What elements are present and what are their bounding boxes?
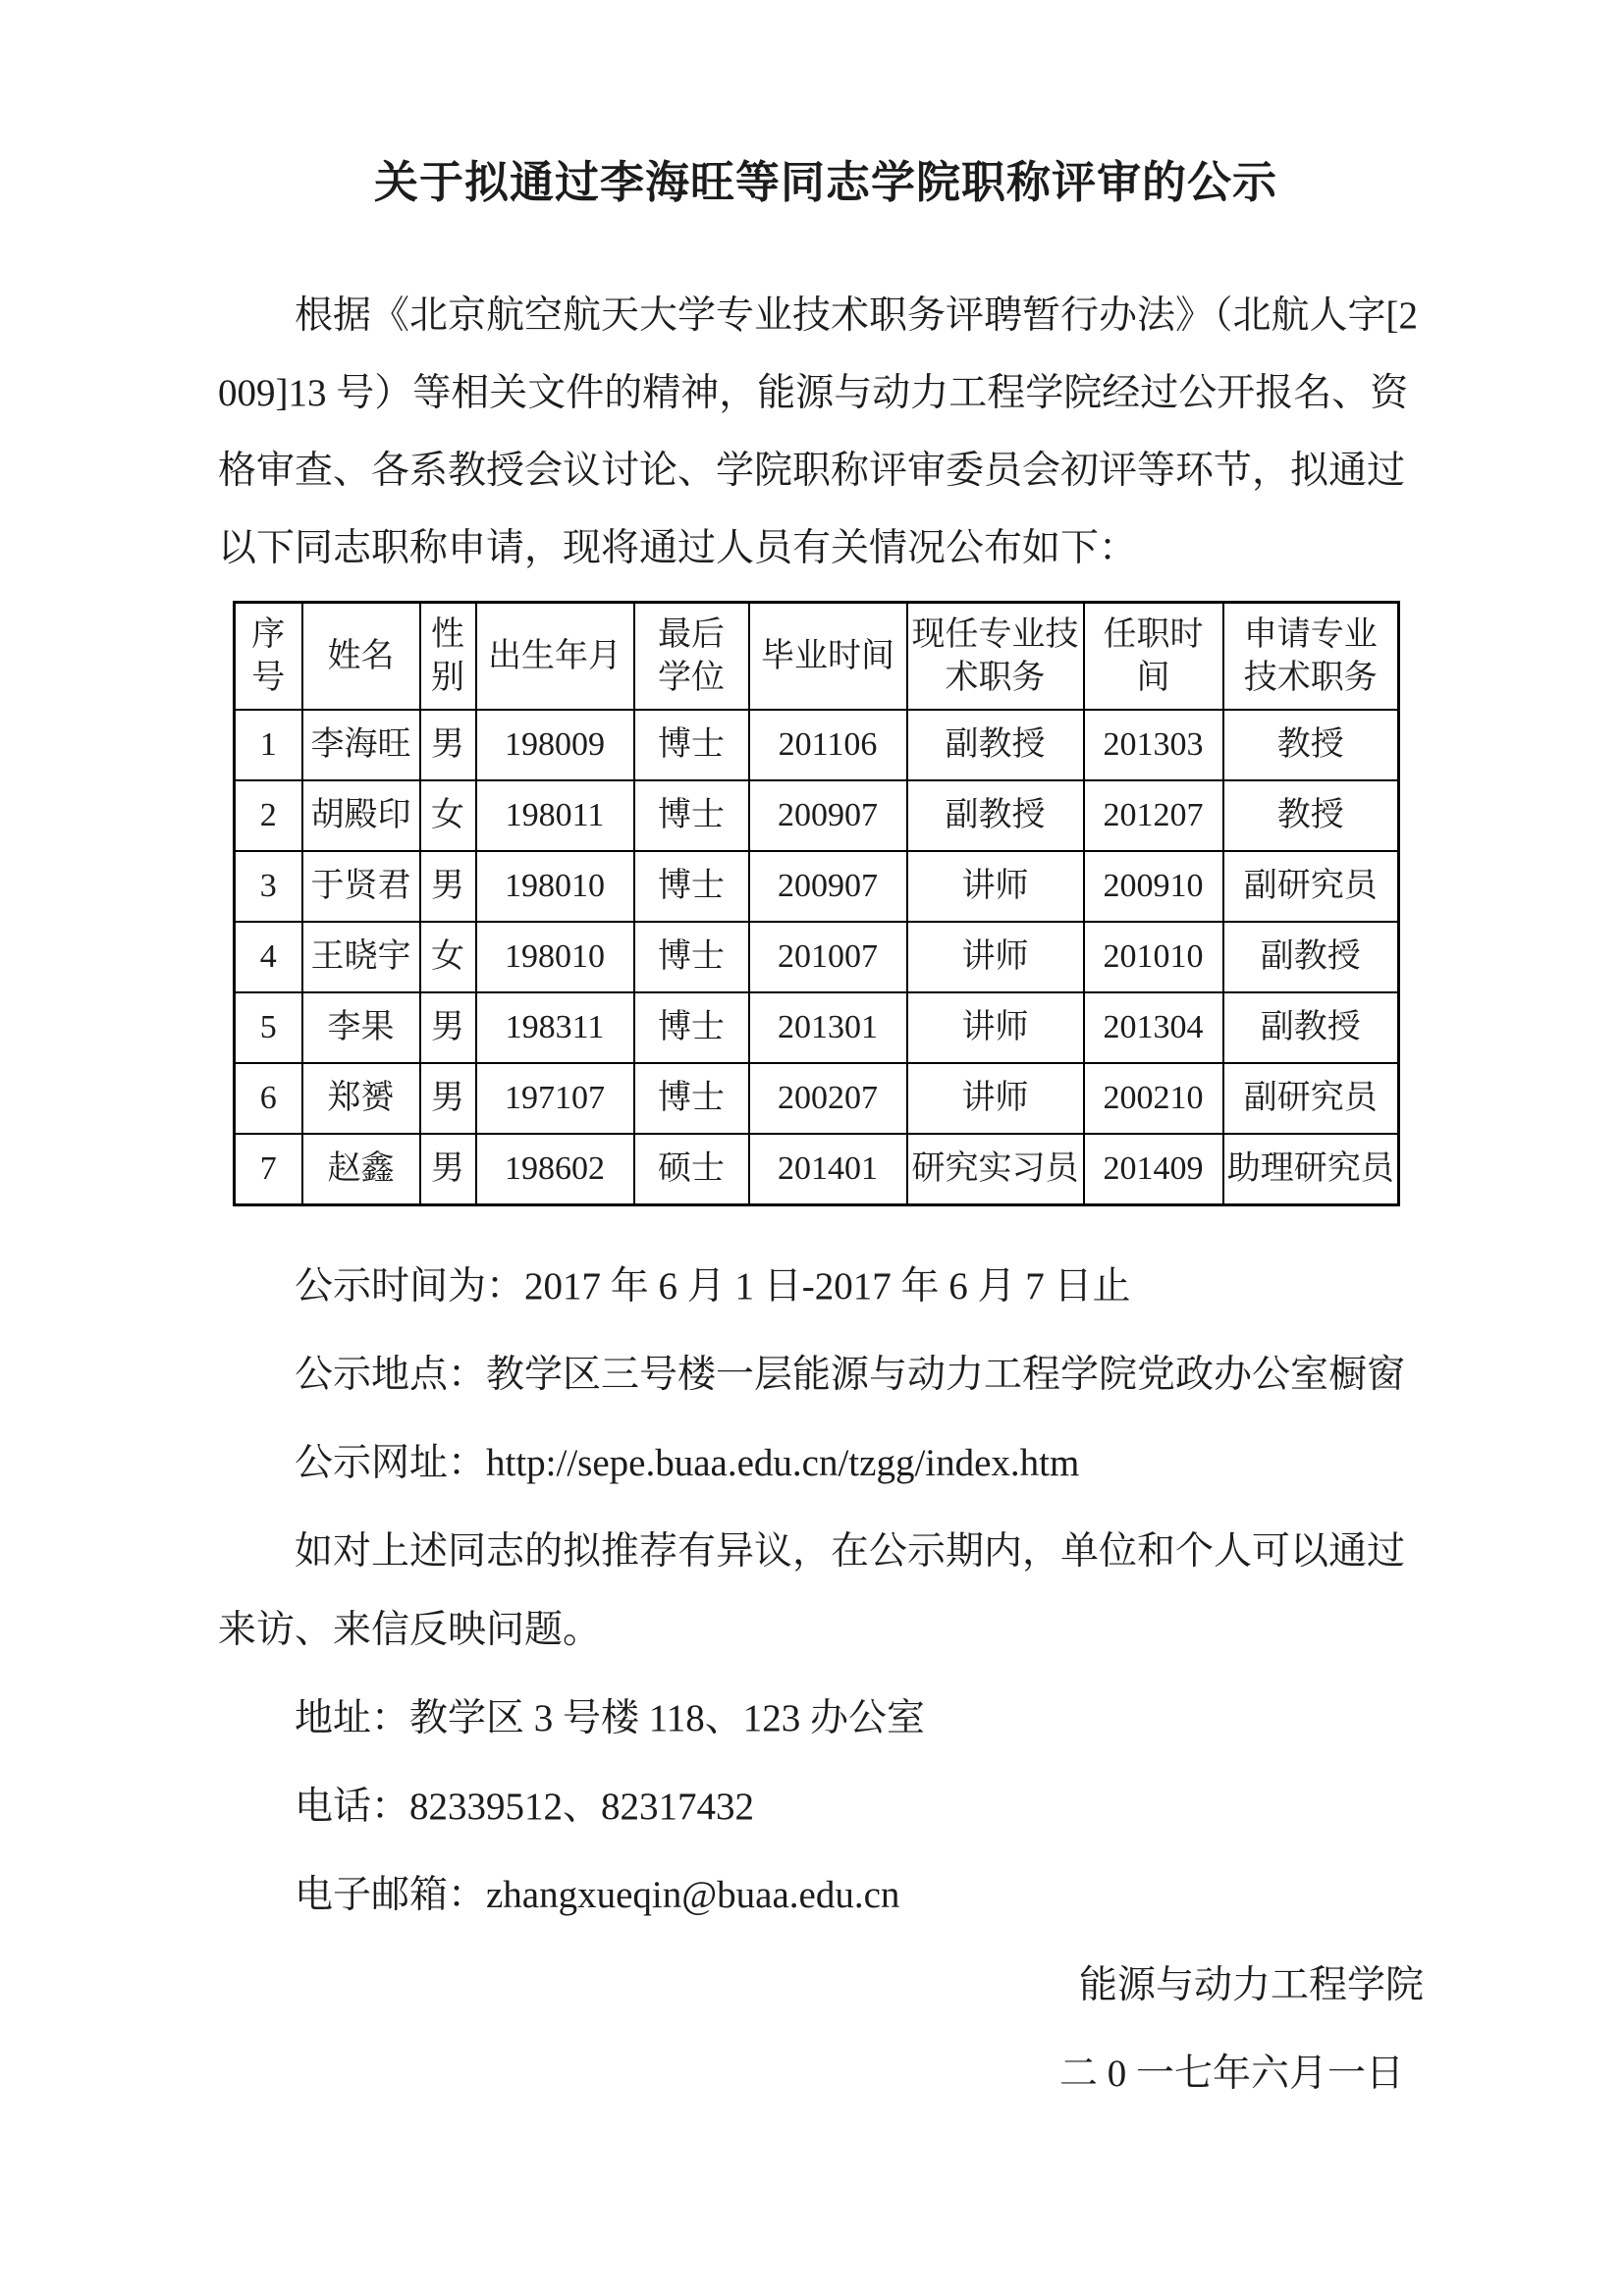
table-cell: 副教授 bbox=[907, 780, 1084, 851]
table-cell: 201207 bbox=[1084, 780, 1223, 851]
table-header-cell bbox=[1084, 603, 1223, 711]
header-text: 姓名 bbox=[327, 637, 395, 674]
table-cell: 男 bbox=[420, 851, 476, 922]
document-content bbox=[0, 157, 1624, 2100]
table-cell: 讲师 bbox=[907, 851, 1084, 922]
header-text: 性 bbox=[431, 615, 464, 653]
notice-url: 公示网址：http://sepe.buaa.edu.cn/tzgg/index.htm bbox=[295, 1442, 1080, 1484]
table-cell: 硕士 bbox=[634, 1134, 749, 1205]
header-text: 出生年月 bbox=[488, 637, 622, 674]
document-title: 关于拟通过李海旺等同志学院职称评审的公示 bbox=[373, 158, 1277, 207]
objection-line: 来访、来信反映问题。 bbox=[218, 1609, 602, 1651]
header-text: 申请专业 bbox=[1243, 615, 1378, 653]
header-text: 号 bbox=[251, 659, 286, 696]
table-cell: 女 bbox=[420, 780, 476, 851]
table-cell: 副教授 bbox=[1223, 922, 1399, 992]
signature-date: 二 0 一七年六月一日 bbox=[1058, 2053, 1404, 2095]
table-cell: 赵鑫 bbox=[302, 1134, 420, 1205]
contact-email: 电子邮箱：zhangxueqin@buaa.edu.cn bbox=[295, 1874, 900, 1916]
table-header-cell bbox=[235, 603, 302, 711]
header-text: 最后 bbox=[658, 615, 725, 653]
table-cell: 201301 bbox=[749, 992, 907, 1063]
promotion-table bbox=[233, 601, 1400, 1206]
table-cell: 副教授 bbox=[907, 710, 1084, 780]
table-row bbox=[235, 710, 1399, 780]
table-cell: 198009 bbox=[476, 710, 634, 780]
table-header-cell bbox=[749, 603, 907, 711]
header-text: 间 bbox=[1136, 659, 1170, 696]
table-cell: 李海旺 bbox=[302, 710, 420, 780]
table-cell: 198311 bbox=[476, 992, 634, 1063]
table-cell: 198011 bbox=[476, 780, 634, 851]
intro-line: 根据《北京航空航天大学专业技术职务评聘暂行办法》（北航人字[2 bbox=[295, 294, 1418, 337]
table-cell: 201409 bbox=[1084, 1134, 1223, 1205]
table-header-cell bbox=[634, 603, 749, 711]
header-text: 学位 bbox=[658, 659, 725, 696]
table-cell: 博士 bbox=[634, 992, 749, 1063]
signature-organization: 能源与动力工程学院 bbox=[1078, 1964, 1424, 2006]
intro-line: 格审查、各系教授会议讨论、学院职称评审委员会初评等环节，拟通过 bbox=[218, 450, 1406, 492]
table-cell: 3 bbox=[235, 851, 302, 922]
table-cell: 李果 bbox=[302, 992, 420, 1063]
table-cell: 博士 bbox=[634, 1063, 749, 1134]
table-cell: 男 bbox=[420, 1134, 476, 1205]
table-cell: 200910 bbox=[1084, 851, 1223, 922]
table-cell: 副教授 bbox=[1223, 992, 1399, 1063]
header-text: 技术职务 bbox=[1243, 659, 1378, 696]
table-cell: 讲师 bbox=[907, 922, 1084, 992]
objection-line: 如对上述同志的拟推荐有异议，在公示期内，单位和个人可以通过 bbox=[295, 1530, 1406, 1573]
table-header-cell bbox=[1223, 603, 1399, 711]
intro-line: 以下同志职称申请，现将通过人员有关情况公布如下： bbox=[218, 527, 1138, 569]
table-cell: 男 bbox=[420, 992, 476, 1063]
table-cell: 197107 bbox=[476, 1063, 634, 1134]
table-cell: 201304 bbox=[1084, 992, 1223, 1063]
table-header-cell bbox=[302, 603, 420, 711]
table-cell: 201303 bbox=[1084, 710, 1223, 780]
table-cell: 6 bbox=[235, 1063, 302, 1134]
table-cell: 胡殿印 bbox=[302, 780, 420, 851]
table-cell: 讲师 bbox=[907, 1063, 1084, 1134]
table-cell: 博士 bbox=[634, 922, 749, 992]
table-cell: 5 bbox=[235, 992, 302, 1063]
contact-phone: 电话：82339512、82317432 bbox=[295, 1786, 755, 1828]
table-cell: 男 bbox=[420, 710, 476, 780]
table-cell: 教授 bbox=[1223, 710, 1399, 780]
table-cell: 研究实习员 bbox=[907, 1134, 1084, 1205]
table-cell: 201007 bbox=[749, 922, 907, 992]
table-row bbox=[235, 1134, 1399, 1205]
table-cell: 王晓宇 bbox=[302, 922, 420, 992]
table-cell: 7 bbox=[235, 1134, 302, 1205]
table-cell: 200907 bbox=[749, 780, 907, 851]
table-header-cell bbox=[420, 603, 476, 711]
intro-line: 009]13 号）等相关文件的精神，能源与动力工程学院经过公开报名、资 bbox=[218, 372, 1409, 414]
table-row bbox=[235, 851, 1399, 922]
table-cell: 1 bbox=[235, 710, 302, 780]
table-cell: 200210 bbox=[1084, 1063, 1223, 1134]
header-text: 序 bbox=[251, 615, 286, 653]
table-row bbox=[235, 922, 1399, 992]
table-cell: 于贤君 bbox=[302, 851, 420, 922]
table-cell: 助理研究员 bbox=[1223, 1134, 1399, 1205]
header-text: 别 bbox=[431, 659, 464, 696]
table-cell: 教授 bbox=[1223, 780, 1399, 851]
intro-paragraph bbox=[218, 277, 1434, 587]
table-cell: 201010 bbox=[1084, 922, 1223, 992]
table-cell: 女 bbox=[420, 922, 476, 992]
table-cell: 198602 bbox=[476, 1134, 634, 1205]
header-text: 毕业时间 bbox=[761, 637, 894, 674]
table-row bbox=[235, 992, 1399, 1063]
table-cell: 200207 bbox=[749, 1063, 907, 1134]
table-cell: 198010 bbox=[476, 922, 634, 992]
table-cell: 博士 bbox=[634, 710, 749, 780]
table-cell: 2 bbox=[235, 780, 302, 851]
table-cell: 201401 bbox=[749, 1134, 907, 1205]
notice-time: 公示时间为：2017 年 6 月 1 日-2017 年 6 月 7 日止 bbox=[295, 1265, 1131, 1308]
table-header-cell bbox=[476, 603, 634, 711]
table-cell: 讲师 bbox=[907, 992, 1084, 1063]
notice-place: 公示地点：教学区三号楼一层能源与动力工程学院党政办公室橱窗 bbox=[295, 1354, 1406, 1396]
table-header-cell bbox=[907, 603, 1084, 711]
table-cell: 198010 bbox=[476, 851, 634, 922]
table-cell: 郑赟 bbox=[302, 1063, 420, 1134]
header-text: 现任专业技 bbox=[911, 615, 1079, 653]
table-cell: 4 bbox=[235, 922, 302, 992]
table-cell: 男 bbox=[420, 1063, 476, 1134]
header-text: 任职时 bbox=[1103, 615, 1204, 653]
header-text: 术职务 bbox=[945, 659, 1046, 696]
table-header-row bbox=[235, 603, 1399, 711]
contact-address: 地址：教学区 3 号楼 118、123 办公室 bbox=[295, 1697, 926, 1739]
table-row bbox=[235, 780, 1399, 851]
table-row bbox=[235, 1063, 1399, 1134]
table-cell: 博士 bbox=[634, 851, 749, 922]
table-cell: 200907 bbox=[749, 851, 907, 922]
table-cell: 副研究员 bbox=[1223, 1063, 1399, 1134]
table-cell: 201106 bbox=[749, 710, 907, 780]
table-cell: 副研究员 bbox=[1223, 851, 1399, 922]
table-cell: 博士 bbox=[634, 780, 749, 851]
